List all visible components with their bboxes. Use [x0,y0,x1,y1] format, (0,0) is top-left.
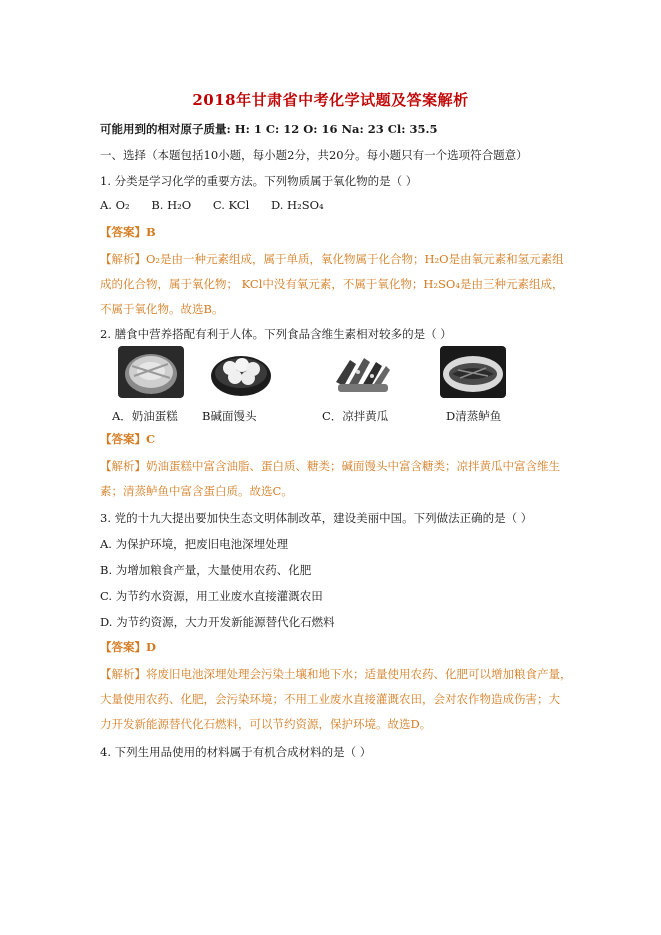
caption-c: C．凉拌黄瓜 [322,409,389,423]
question-1-analysis-line-3: 不属于氧化物。故选B。 [100,302,224,316]
section-heading: 一、选择（本题包括10小题，每小题2分，共20分。每小题只有一个选项符合题意） [100,148,528,162]
question-1-analysis-line-2: 成的化合物，属于氧化物； KCl中没有氧元素，不属于氧化物；H₂SO₄是由三种元素组成， [100,277,564,291]
cake-image [118,346,184,398]
caption-b: B碱面馒头 [202,409,257,423]
question-3-analysis-line-1: 【解析】将废旧电池深埋处理会污染土壤和地下水；适量使用农药、化肥可以增加粮食产量， [100,667,572,681]
option-c: C. KCl [212,198,250,212]
steamed-fish-image [440,346,506,398]
question-3-analysis-line-3: 力开发新能源替代化石燃料，可以节约资源，保护环境。故选D。 [100,717,432,731]
question-3-option-c: C. 为节约水资源，用工业废水直接灌溉农田 [100,589,323,603]
option-a: A. O₂ [100,198,130,212]
question-2-answer: 【答案】C [100,432,156,446]
question-2-stem: 2. 膳食中营养搭配有利于人体。下列食品含维生素相对较多的是（ ） [100,327,452,341]
question-3-option-a: A. 为保护环境，把废旧电池深埋处理 [100,537,289,551]
question-1-answer: 【答案】B [100,225,156,239]
question-3-option-b: B. 为增加粮食产量，大量使用农药、化肥 [100,563,312,577]
cucumber-salad-image [328,346,394,398]
question-3-answer: 【答案】D [100,640,156,654]
question-4-stem: 4. 下列生用品使用的材料属于有机合成材料的是（ ） [100,745,372,759]
caption-d: D清蒸鲈鱼 [446,409,502,423]
question-3-stem: 3. 党的十九大提出要加快生态文明体制改革，建设美丽中国。下列做法正确的是（ ） [100,511,533,525]
question-1-analysis-line-1: 【解析】O₂是由一种元素组成，属于单质，氧化物属于化合物；H₂O是由氧元素和氢元素组 [100,252,564,266]
question-2-analysis-line-2: 素；清蒸鲈鱼中富含蛋白质。故选C。 [100,484,293,498]
option-b: B. H₂O [151,198,192,212]
caption-a: A．奶油蛋糕 [112,409,178,423]
atomic-masses: 可能用到的相对原子质量: H: 1 C: 12 O: 16 Na: 23 Cl: 35.5 [100,122,438,136]
question-1-stem: 1. 分类是学习化学的重要方法。下列物质属于氧化物的是（ ） [100,174,418,188]
question-3-option-d: D. 为节约资源，大力开发新能源替代化石燃料 [100,615,335,629]
question-3-analysis-line-2: 大量使用农药、化肥，会污染环境；不用工业废水直接灌溉农田，会对农作物造成伤害；大 [100,692,560,706]
question-1-options [100,198,342,212]
option-d: D. H₂SO₄ [270,198,324,212]
steamed-buns-image [208,346,274,398]
page-title: 2018年甘肃省中考化学试题及答案解析 [192,91,469,109]
question-2-analysis-line-1: 【解析】奶油蛋糕中富含油脂、蛋白质、糖类；碱面馒头中富含糖类；凉拌黄瓜中富含维生 [100,459,560,473]
